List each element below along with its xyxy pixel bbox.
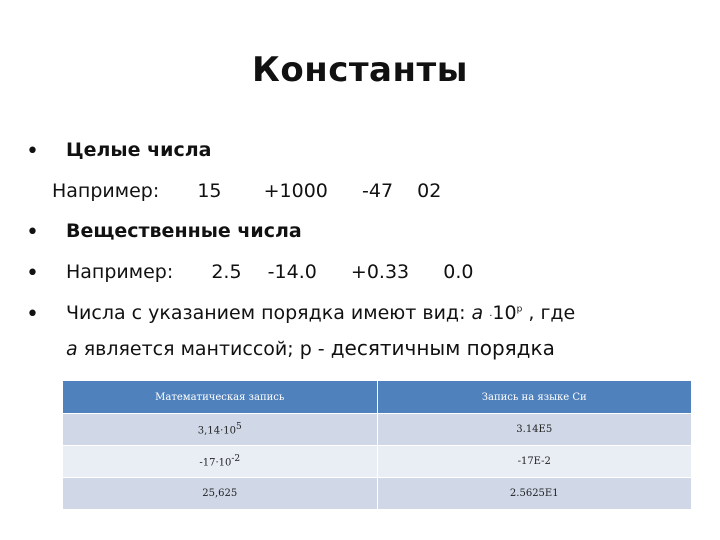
real-example-value: 2.5 [211,261,242,283]
math-base: -17·10 [199,457,232,469]
bullet-dot: • [26,220,39,245]
exp-where: , где [528,302,576,324]
table-cell-c: -17E-2 [377,446,692,478]
table-cell-c: 3.14E5 [377,414,692,446]
slide-title: Константы [252,50,468,90]
table-cell-c: 2.5625E1 [377,478,692,510]
exp-mantissa-symbol: a [66,338,78,360]
exp-mantissa-symbol: a [471,302,484,324]
math-base: 3,14·10 [197,425,236,437]
real-example-label: Например: [66,261,174,283]
table-header-c: Запись на языке Си [377,381,692,414]
real-example-value: 0.0 [443,261,474,283]
exp-dot: · [489,311,493,322]
exp-power: p [516,304,523,315]
real-example-line [66,261,473,283]
exp-line2-big: десятичным порядка [330,336,555,360]
int-example-value: 15 [197,180,222,202]
bullet-dot: • [26,139,39,164]
table-cell-math [63,446,378,478]
bullet-dot: • [26,261,39,286]
table-row [63,478,692,510]
exp-line-2 [66,336,555,360]
real-heading: Вещественные числа [66,220,302,242]
real-example-value: -14.0 [267,261,317,283]
exp-line-1 [66,302,575,324]
int-example-value: -47 [362,180,394,202]
table-cell-math [63,414,378,446]
int-example-value: +1000 [263,180,328,202]
real-example-value: +0.33 [350,261,410,283]
bullet-dot: • [26,302,39,327]
notation-table [62,380,692,510]
int-heading: Целые числа [66,139,212,161]
int-example-value: 02 [417,180,442,202]
math-exponent: -2 [231,454,241,465]
exp-text: Числа с указанием порядка имеют вид: [66,302,466,324]
int-example-label: Например: [52,180,160,202]
int-example-line [52,180,441,202]
table-header-row [63,381,692,414]
table-row [63,414,692,446]
exp-line2-text: является мантиссой; p - [83,338,325,360]
math-exponent: 5 [235,422,242,433]
table-row [63,446,692,478]
exp-ten: 10 [492,302,517,324]
table-cell-math: 25,625 [63,478,378,510]
table-header-math: Математическая запись [63,381,378,414]
